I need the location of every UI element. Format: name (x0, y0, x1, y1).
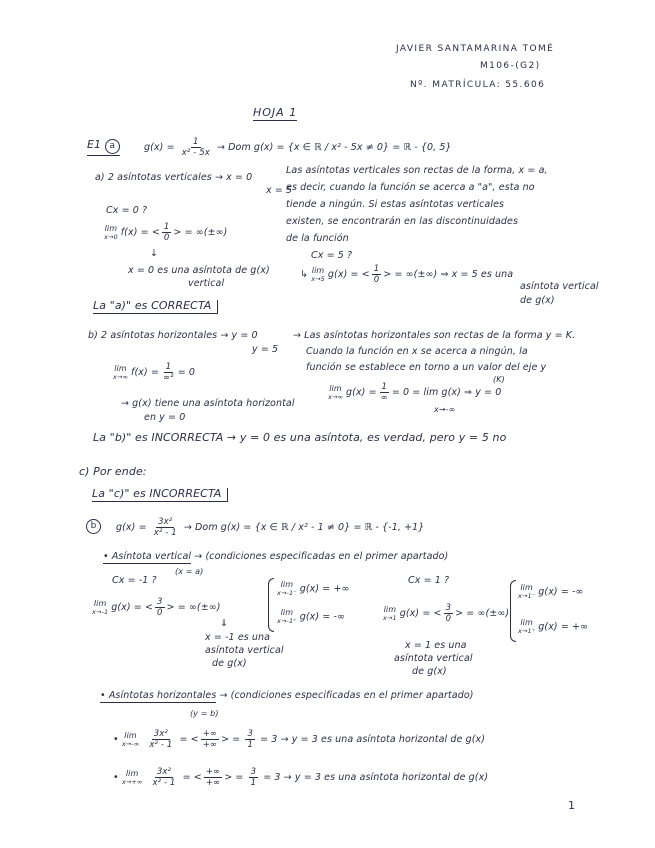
x5-conclusion-3: de g(x) (520, 295, 555, 306)
b-y5: y = 5 (252, 344, 279, 355)
author-name: JAVIER SANTAMARINA TOMÉ (396, 44, 555, 54)
c-verdict: La "c)" es INCORRECTA (92, 488, 228, 502)
limit-b-1: lim x→∞ f(x) = $\frac{1}{\text{∞²}}$ = 0 (113, 362, 196, 383)
a-explanation-4: existen, se encontrarán en las discontinuidades (286, 216, 519, 227)
b-explanation-4: (K) (493, 375, 505, 384)
a-verdict: La "a)" es CORRECTA (93, 300, 218, 314)
cx0: Cx = 0 ? (106, 205, 148, 216)
c-intro: c) Por ende: (79, 465, 147, 478)
side-limit-minus-1-a: lim x→-1⁻ g(x) = +∞ (277, 580, 350, 597)
b-explanation-3: función se establece en torno a un valor del eje y (306, 362, 547, 373)
vertical-title: • Asíntota vertical → (condiciones especificadas en el primer apartado) (103, 551, 449, 562)
cx5: Cx = 5 ? (311, 250, 353, 261)
limit-b-2-sub: x→-∞ (434, 405, 456, 414)
arrow-down: ↓ (150, 248, 159, 259)
exercise-label: E1 a (87, 139, 120, 156)
cx-minus-1: Cx = -1 ? (112, 575, 157, 586)
horizontal-title: • Asíntotas horizontales → (condiciones especificadas en el primer apartado) (100, 690, 474, 701)
xm1-conclusion-2: asíntota vertical (205, 645, 284, 656)
part-b-marker: b (86, 519, 101, 534)
limit-b-2: lim x→∞ g(x) = $\frac{1}{\infty}$ = 0 = lim g(x) ⇒ y = 0 (328, 382, 502, 403)
xp1-conclusion-2: asíntota vertical (394, 653, 473, 664)
b-verdict: La "b)" es INCORRECTA → y = 0 es una asíntota, es verdad, pero y = 5 no (93, 431, 507, 444)
cx-plus-1: Cx = 1 ? (408, 575, 450, 586)
a-explanation-2: es decir, cuando la función se acerca a "a", esta no (286, 182, 535, 193)
group-code: M106-(G2) (480, 61, 541, 71)
xp1-conclusion-3: de g(x) (412, 666, 447, 677)
xp1-conclusion-1: x = 1 es una (405, 640, 467, 651)
page-number: 1 (568, 799, 576, 812)
matricula: Nº. MATRÍCULA: 55.606 (410, 80, 546, 90)
b-note-2: en y = 0 (144, 412, 186, 423)
side-limit-plus-1-a: lim x→1⁻ g(x) = -∞ (518, 583, 584, 600)
x-eq-a: (x = a) (175, 567, 204, 576)
brace-minus-1 (268, 578, 274, 632)
limit-x5: ↳ lim x→5 g(x) = < $\frac{1}{0}$ > = ∞(±∞) ⇒ x = 5 es una (300, 264, 514, 285)
xm1-conclusion-1: x = -1 es una (205, 632, 271, 643)
a-explanation-1: Las asíntotas verticales son rectas de la forma, x = a, (286, 165, 548, 176)
limit-h-plus-inf: • lim x→+∞ $\frac{\text{3x²}}{\text{x² - 1}}$ = < $\frac{+\infty}{+\infty}$ > = $\frac{3}{1}$ = 3 → y = 3 es una asíntota horizontal de g(x) (113, 767, 489, 788)
b-explanation-1: → Las asíntotas horizontales son rectas de la forma y = K. (293, 330, 576, 341)
a-explanation-5: de la función (286, 233, 349, 244)
b-intro: b) 2 asíntotas horizontales → y = 0 (88, 330, 258, 341)
b-note-1: → g(x) tiene una asíntota horizontal (121, 398, 295, 409)
limit-h-minus-inf: • lim x→-∞ $\frac{\text{3x²}}{\text{x² - 1}}$ = < $\frac{+\infty}{+\infty}$ > = $\frac{3}{1}$ = 3 → y = 3 es una asíntota horizontal de g(x) (113, 729, 486, 750)
x5-conclusion-2: asíntota vertical (520, 281, 599, 292)
limit-minus-1: lim x→-1 g(x) = < $\frac{3}{0}$ > = ∞(±∞) (92, 597, 221, 618)
a-x5: x = 5 (266, 185, 293, 196)
function-definition: g(x) = $\frac{1}{\text{x² - 5x}}$ → Dom g(x) = {x ∈ ℝ / x² - 5x ≠ 0} = ℝ - {0, 5} (144, 137, 452, 158)
a-intro: a) 2 asíntotas verticales → x = 0 (95, 172, 253, 183)
y-eq-b: (y = b) (190, 709, 219, 718)
xm1-conclusion-3: de g(x) (212, 658, 247, 669)
part-b-function: g(x) = $\frac{\text{3x²}}{\text{x² - 1}}$ → Dom g(x) = {x ∈ ℝ / x² - 1 ≠ 0} = ℝ - {-1, +1} (116, 517, 425, 538)
b-explanation-2: Cuando la función en x se acerca a ningún, la (306, 346, 528, 357)
part-a-marker: a (105, 139, 120, 154)
limit-plus-1: lim x→1 g(x) = < $\frac{3}{0}$ > = ∞(±∞) (383, 603, 510, 624)
a-explanation-3: tiende a ningún. Si estas asíntotas verticales (286, 199, 505, 210)
limit-x0: lim x→0 f(x) = < $\frac{1}{0}$ > = ∞(±∞) (104, 222, 228, 243)
x0-conclusion-2: vertical (188, 278, 225, 289)
arrow-double-down: ⇓ (220, 618, 229, 629)
brace-plus-1 (510, 580, 516, 642)
x0-conclusion-1: x = 0 es una asíntota de g(x) (128, 265, 270, 276)
side-limit-minus-1-b: lim x→-1⁺ g(x) = -∞ (277, 608, 346, 625)
side-limit-plus-1-b: lim x→1⁺ g(x) = +∞ (518, 618, 589, 635)
sheet-title: HOJA 1 (253, 106, 298, 119)
